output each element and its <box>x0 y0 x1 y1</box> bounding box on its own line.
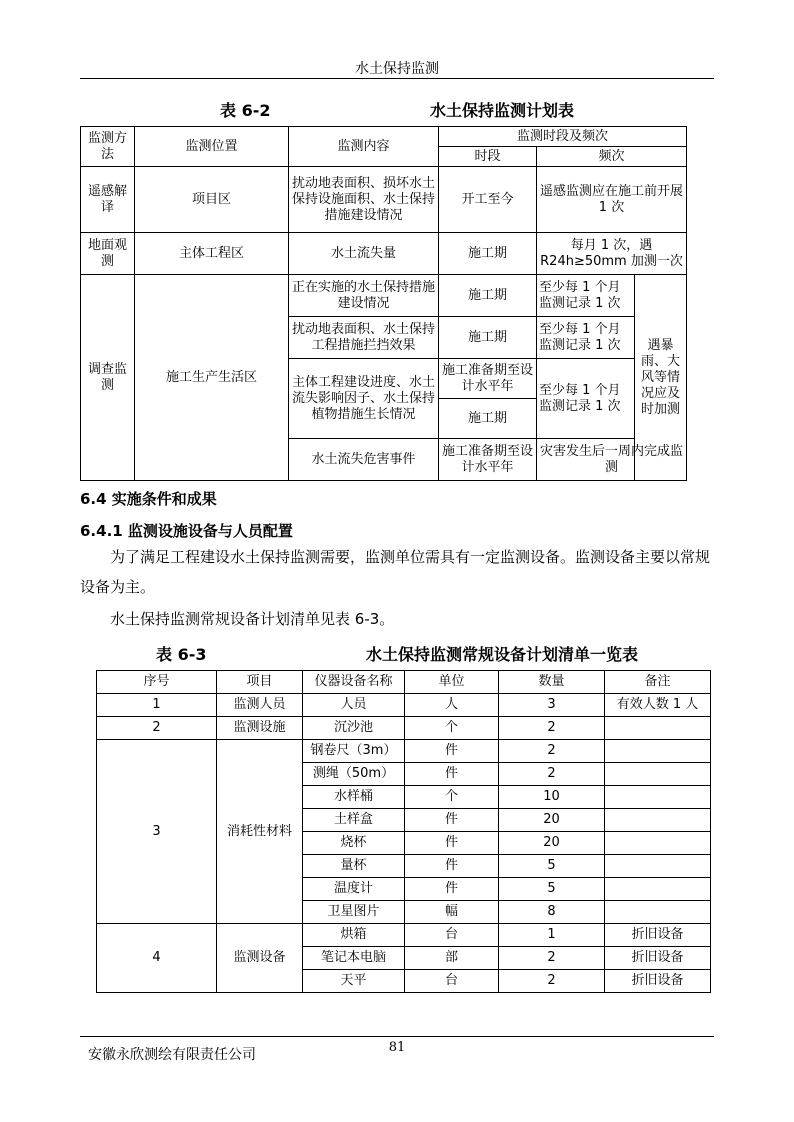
row2-method: 地面观测 <box>81 233 135 275</box>
equipment-list-table <box>96 670 711 993</box>
unit: 台 <box>405 970 499 993</box>
quantity: 2 <box>499 763 605 786</box>
remark <box>605 717 711 740</box>
quantity: 10 <box>499 786 605 809</box>
unit: 件 <box>405 809 499 832</box>
remark <box>605 740 711 763</box>
quantity: 5 <box>499 878 605 901</box>
unit: 件 <box>405 832 499 855</box>
row2-frequency: 每月 1 次，遇 R24h≥50mm 加测一次 <box>537 233 687 275</box>
row3c-content: 主体工程建设进度、水土流失影响因子、水土保持植物措施生长情况 <box>289 359 439 439</box>
table-row <box>97 740 711 763</box>
paragraph-2: 水土保持监测常规设备计划清单见表 6-3。 <box>110 610 395 628</box>
page-header: 水土保持监测 <box>355 61 439 77</box>
unit: 台 <box>405 924 499 947</box>
row1-content: 扰动地表面积、损坏水土保持设施面积、水土保持措施建设情况 <box>289 167 439 233</box>
quantity: 8 <box>499 901 605 924</box>
unit: 幅 <box>405 901 499 924</box>
row-number: 3 <box>97 740 217 924</box>
equipment-name: 测绳（50m） <box>303 763 405 786</box>
column-header: 序号 <box>97 671 217 694</box>
row3c-frequency: 至少每 1 个月监测记录 1 次 <box>537 359 635 439</box>
head-method: 监测方法 <box>81 127 135 167</box>
section-heading-6-4: 6.4 实施条件和成果 <box>80 490 217 508</box>
row3a-period: 施工期 <box>439 275 537 317</box>
equipment-name: 量杯 <box>303 855 405 878</box>
unit: 件 <box>405 740 499 763</box>
row3b-content: 扰动地表面积、水土保持工程措施拦挡效果 <box>289 317 439 359</box>
remark: 折旧设备 <box>605 970 711 993</box>
head-period: 时段 <box>439 147 537 167</box>
quantity: 5 <box>499 855 605 878</box>
row3d-frequency: 灾害发生后一周内完成监测 <box>537 439 687 481</box>
row3a-content: 正在实施的水土保持措施建设情况 <box>289 275 439 317</box>
remark <box>605 832 711 855</box>
equipment-name: 天平 <box>303 970 405 993</box>
column-header: 备注 <box>605 671 711 694</box>
row3d-period: 施工准备期至设计水平年 <box>439 439 537 481</box>
section-heading-6-4-1: 6.4.1 监测设施设备与人员配置 <box>80 522 293 540</box>
paragraph-1: 为了满足工程建设水土保持监测需要，监测单位需具有一定监测设备。监测设备主要以常规设备为主。 <box>80 548 711 596</box>
row3a-frequency: 至少每 1 个月监测记录 1 次 <box>537 275 635 317</box>
monitoring-plan-table <box>80 126 687 481</box>
row3-rain-note: 遇暴雨、大风等情况应及时加测 <box>635 275 687 481</box>
table-header-row <box>97 671 711 694</box>
table1-title: 水土保持监测计划表 <box>430 101 575 120</box>
row1-location: 项目区 <box>135 167 289 233</box>
row-item: 消耗性材料 <box>217 740 303 924</box>
unit: 人 <box>405 694 499 717</box>
row1-method: 遥感解译 <box>81 167 135 233</box>
row3d-content: 水土流失危害事件 <box>289 439 439 481</box>
row2-content: 水土流失量 <box>289 233 439 275</box>
row-number: 1 <box>97 694 217 717</box>
header-rule <box>80 78 714 79</box>
row3b-period: 施工期 <box>439 317 537 359</box>
column-header: 单位 <box>405 671 499 694</box>
table-row <box>97 694 711 717</box>
row1-frequency: 遥感监测应在施工前开展 1 次 <box>537 167 687 233</box>
remark: 有效人数 1 人 <box>605 694 711 717</box>
unit: 部 <box>405 947 499 970</box>
quantity: 3 <box>499 694 605 717</box>
quantity: 2 <box>499 717 605 740</box>
remark <box>605 809 711 832</box>
footer-rule <box>80 1036 714 1037</box>
row3c-period-1: 施工准备期至设计水平年 <box>439 359 537 399</box>
remark: 折旧设备 <box>605 947 711 970</box>
equipment-name: 土样盒 <box>303 809 405 832</box>
equipment-name: 人员 <box>303 694 405 717</box>
equipment-name: 钢卷尺（3m） <box>303 740 405 763</box>
remark: 折旧设备 <box>605 924 711 947</box>
table-row <box>97 717 711 740</box>
quantity: 20 <box>499 832 605 855</box>
quantity: 20 <box>499 809 605 832</box>
equipment-name: 水样桶 <box>303 786 405 809</box>
equipment-name: 温度计 <box>303 878 405 901</box>
row3b-frequency: 至少每 1 个月监测记录 1 次 <box>537 317 635 359</box>
unit: 件 <box>405 763 499 786</box>
table-row <box>97 924 711 947</box>
equipment-name: 沉沙池 <box>303 717 405 740</box>
table2-number: 表 6-3 <box>156 645 207 664</box>
quantity: 2 <box>499 970 605 993</box>
table1-number: 表 6-2 <box>220 101 271 120</box>
row-item: 监测人员 <box>217 694 303 717</box>
unit: 件 <box>405 878 499 901</box>
unit: 个 <box>405 717 499 740</box>
column-header: 仪器设备名称 <box>303 671 405 694</box>
head-frequency: 频次 <box>537 147 687 167</box>
quantity: 2 <box>499 740 605 763</box>
page-number: 81 <box>388 1040 406 1055</box>
table2-title: 水土保持监测常规设备计划清单一览表 <box>366 645 639 664</box>
equipment-name: 烧杯 <box>303 832 405 855</box>
remark <box>605 901 711 924</box>
row-item: 监测设施 <box>217 717 303 740</box>
equipment-name: 卫星图片 <box>303 901 405 924</box>
row1-period: 开工至今 <box>439 167 537 233</box>
remark <box>605 878 711 901</box>
row2-period: 施工期 <box>439 233 537 275</box>
head-location: 监测位置 <box>135 127 289 167</box>
remark <box>605 786 711 809</box>
unit: 个 <box>405 786 499 809</box>
quantity: 2 <box>499 947 605 970</box>
head-period-freq: 监测时段及频次 <box>439 127 687 147</box>
row3c-period-2: 施工期 <box>439 399 537 439</box>
equipment-name: 烘箱 <box>303 924 405 947</box>
equipment-name: 笔记本电脑 <box>303 947 405 970</box>
row2-location: 主体工程区 <box>135 233 289 275</box>
column-header: 项目 <box>217 671 303 694</box>
column-header: 数量 <box>499 671 605 694</box>
remark <box>605 763 711 786</box>
row-item: 监测设备 <box>217 924 303 993</box>
row3-method: 调查监测 <box>81 275 135 481</box>
row3-location: 施工生产生活区 <box>135 275 289 481</box>
remark <box>605 855 711 878</box>
row-number: 4 <box>97 924 217 993</box>
quantity: 1 <box>499 924 605 947</box>
row-number: 2 <box>97 717 217 740</box>
unit: 件 <box>405 855 499 878</box>
head-content: 监测内容 <box>289 127 439 167</box>
company-name: 安徽永欣测绘有限责任公司 <box>88 1047 256 1063</box>
